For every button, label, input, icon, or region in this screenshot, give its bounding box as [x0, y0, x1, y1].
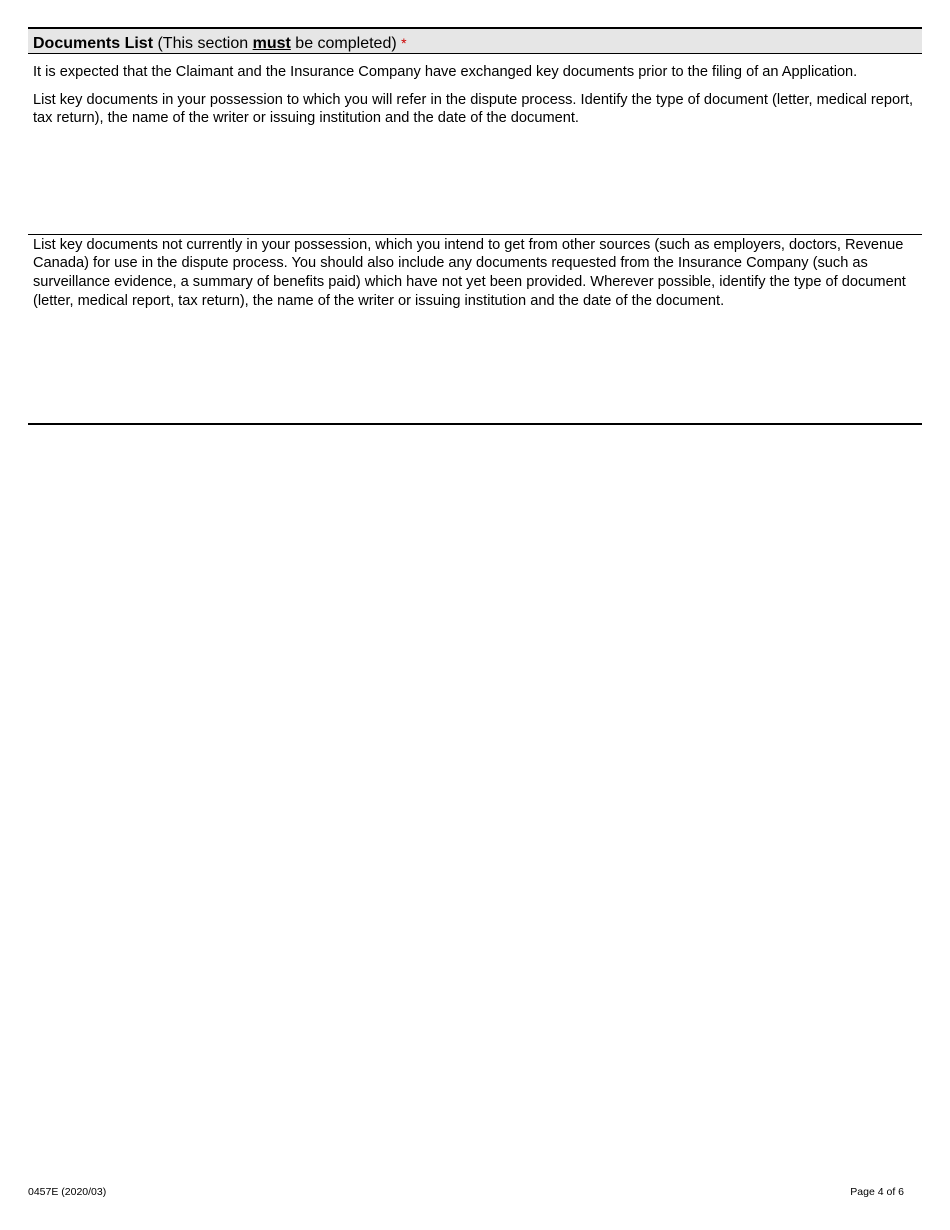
page-number: Page 4 of 6	[850, 1186, 904, 1198]
section-note-emphasis: must	[252, 35, 291, 52]
documents-in-possession-field[interactable]	[28, 128, 922, 234]
required-marker: *	[401, 35, 407, 51]
documents-not-in-possession-instructions: List key documents not currently in your possession, which you intend to get from other sources (such as employers, doctors, Revenue Canada) for use in the dispute process. You should also include any documents requested from the Insurance Company (such as surveillance evidence, a summary of benefits paid) which have not yet been provided. Wherever possible, identify the type of document (letter, medical report, tax return), the name of the writer or issuing institution and the date of the document.	[33, 236, 906, 309]
section-bottom-rule	[28, 423, 922, 425]
expected-exchange-text: It is expected that the Claimant and the Insurance Company have exchanged key documents prior to the filing of an Application.	[33, 64, 858, 80]
section-title: Documents List	[33, 35, 154, 52]
documents-in-possession-instructions: List key documents in your possession to which you will refer in the dispute process. Identify the type of document (letter, medical report, tax return), the name of the writer or issuing institution and the date of the document.	[33, 91, 914, 127]
section-header	[28, 27, 922, 54]
section-divider	[28, 234, 922, 235]
form-number: 0457E (2020/03)	[28, 1186, 107, 1198]
section-note-close: be completed)	[290, 35, 402, 52]
documents-list-section	[28, 27, 922, 425]
section-note-open: (This section	[153, 35, 253, 52]
documents-not-in-possession-field[interactable]	[28, 310, 922, 423]
